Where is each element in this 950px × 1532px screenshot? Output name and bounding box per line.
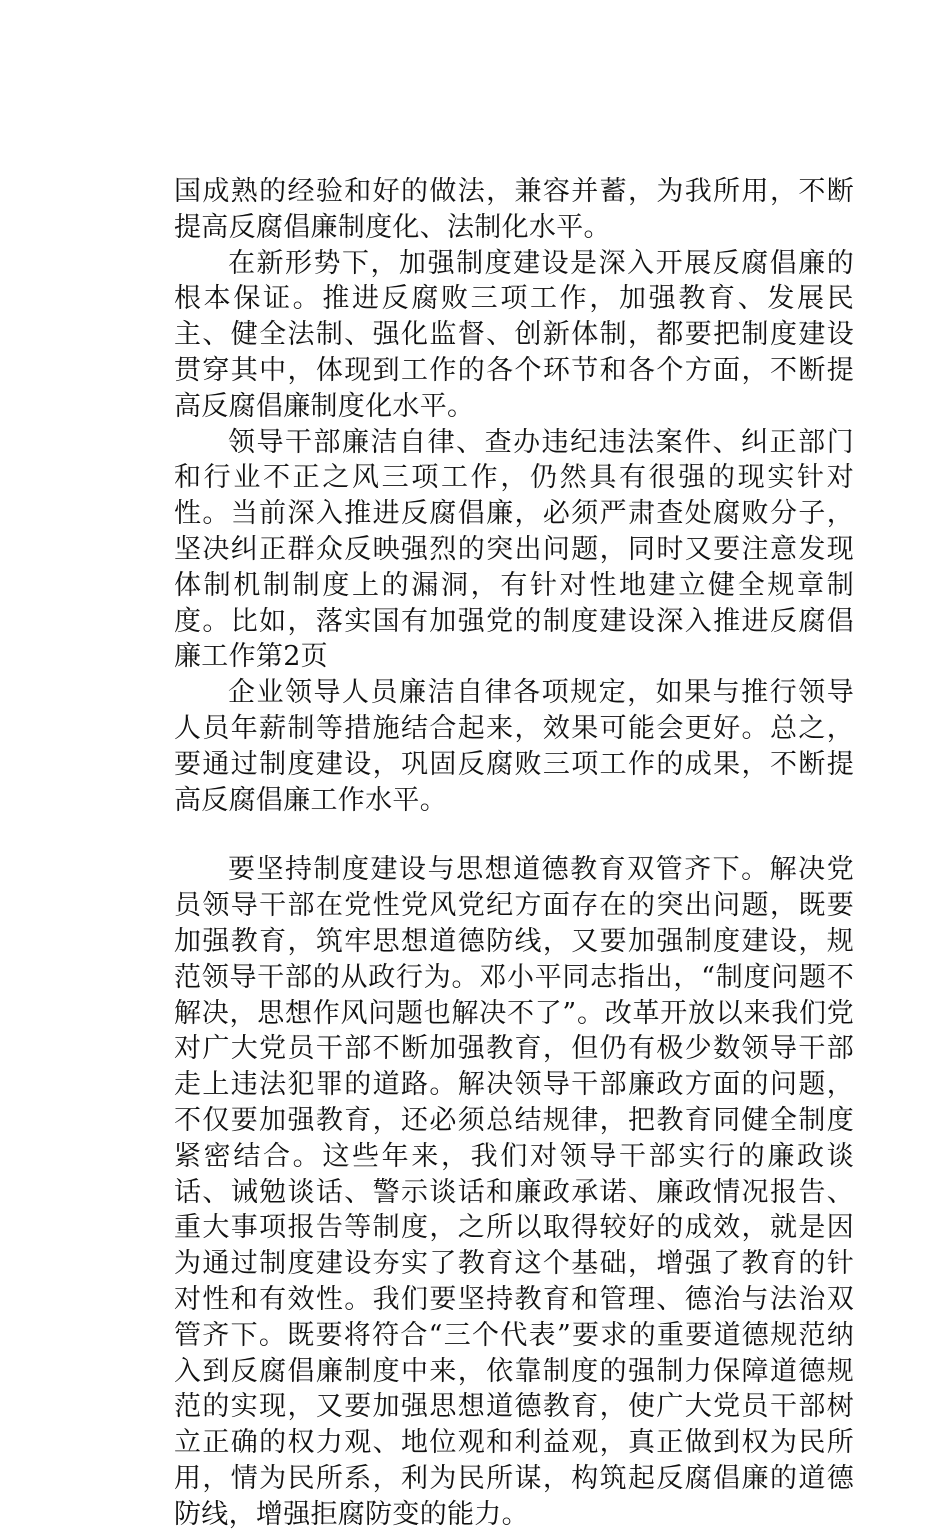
paragraph-continuation: 国成熟的经验和好的做法，兼容并蓄，为我所用，不断提高反腐倡廉制度化、法制化水平。 <box>174 176 854 243</box>
paragraph-institutional-building: 在新形势下，加强制度建设是深入开展反腐倡廉的根本保证。推进反腐败三项工作，加强教育、发展民主、健全法制、强化监督、创新体制，都要把制度建设贯穿其中，体现到工作的各个环节和各个方面，不断提高反腐倡廉制度化水平。 <box>174 247 854 422</box>
paragraph-enterprise-leaders: 企业领导人员廉洁自律各项规定，如果与推行领导人员年薪制等措施结合起来，效果可能会更好。总之，要通过制度建设，巩固反腐败三项工作的成果，不断提高反腐倡廉工作水平。 <box>174 677 854 816</box>
paragraph-three-tasks: 领导干部廉洁自律、查办违纪违法案件、纠正部门和行业不正之风三项工作，仍然具有很强的现实针对性。当前深入推进反腐倡廉，必须严肃查处腐败分子，坚决纠正群众反映强烈的突出问题，同时又要注意发现体制机制制度上的漏洞，有针对性地建立健全规章制度。比如，落实国有加强党的制度建设深入推进反腐倡廉工作第2页 <box>174 426 854 673</box>
document-body <box>174 174 854 1532</box>
paragraph-moral-education: 要坚持制度建设与思想道德教育双管齐下。解决党员领导干部在党性党风党纪方面存在的突出问题，既要加强教育，筑牢思想道德防线，又要加强制度建设，规范领导干部的从政行为。邓小平同志指出，“制度问题不解决，思想作风问题也解决不了”。改革开放以来我们党对广大党员干部不断加强教育，但仍有极少数领导干部走上违法犯罪的道路。解决领导干部廉政方面的问题，不仅要加强教育，还必须总结规律，把教育同健全制度紧密结合。这些年来，我们对领导干部实行的廉政谈话、诫勉谈话、警示谈话和廉政承诺、廉政情况报告、重大事项报告等制度，之所以取得较好的成效，就是因为通过制度建设夯实了教育这个基础，增强了教育的针对性和有效性。我们要坚持教育和管理、德治与法治双管齐下。既要将符合“三个代表”要求的重要道德规范纳入到反腐倡廉制度中来，依靠制度的强制力保障道德规范的实现，又要加强思想道德教育，使广大党员干部树立正确的权力观、地位观和利益观，真正做到权为民所用，情为民所系，利为民所谋，构筑起反腐倡廉的道德防线，增强拒腐防变的能力。 <box>174 854 854 1530</box>
paragraph-spacer <box>174 818 854 852</box>
